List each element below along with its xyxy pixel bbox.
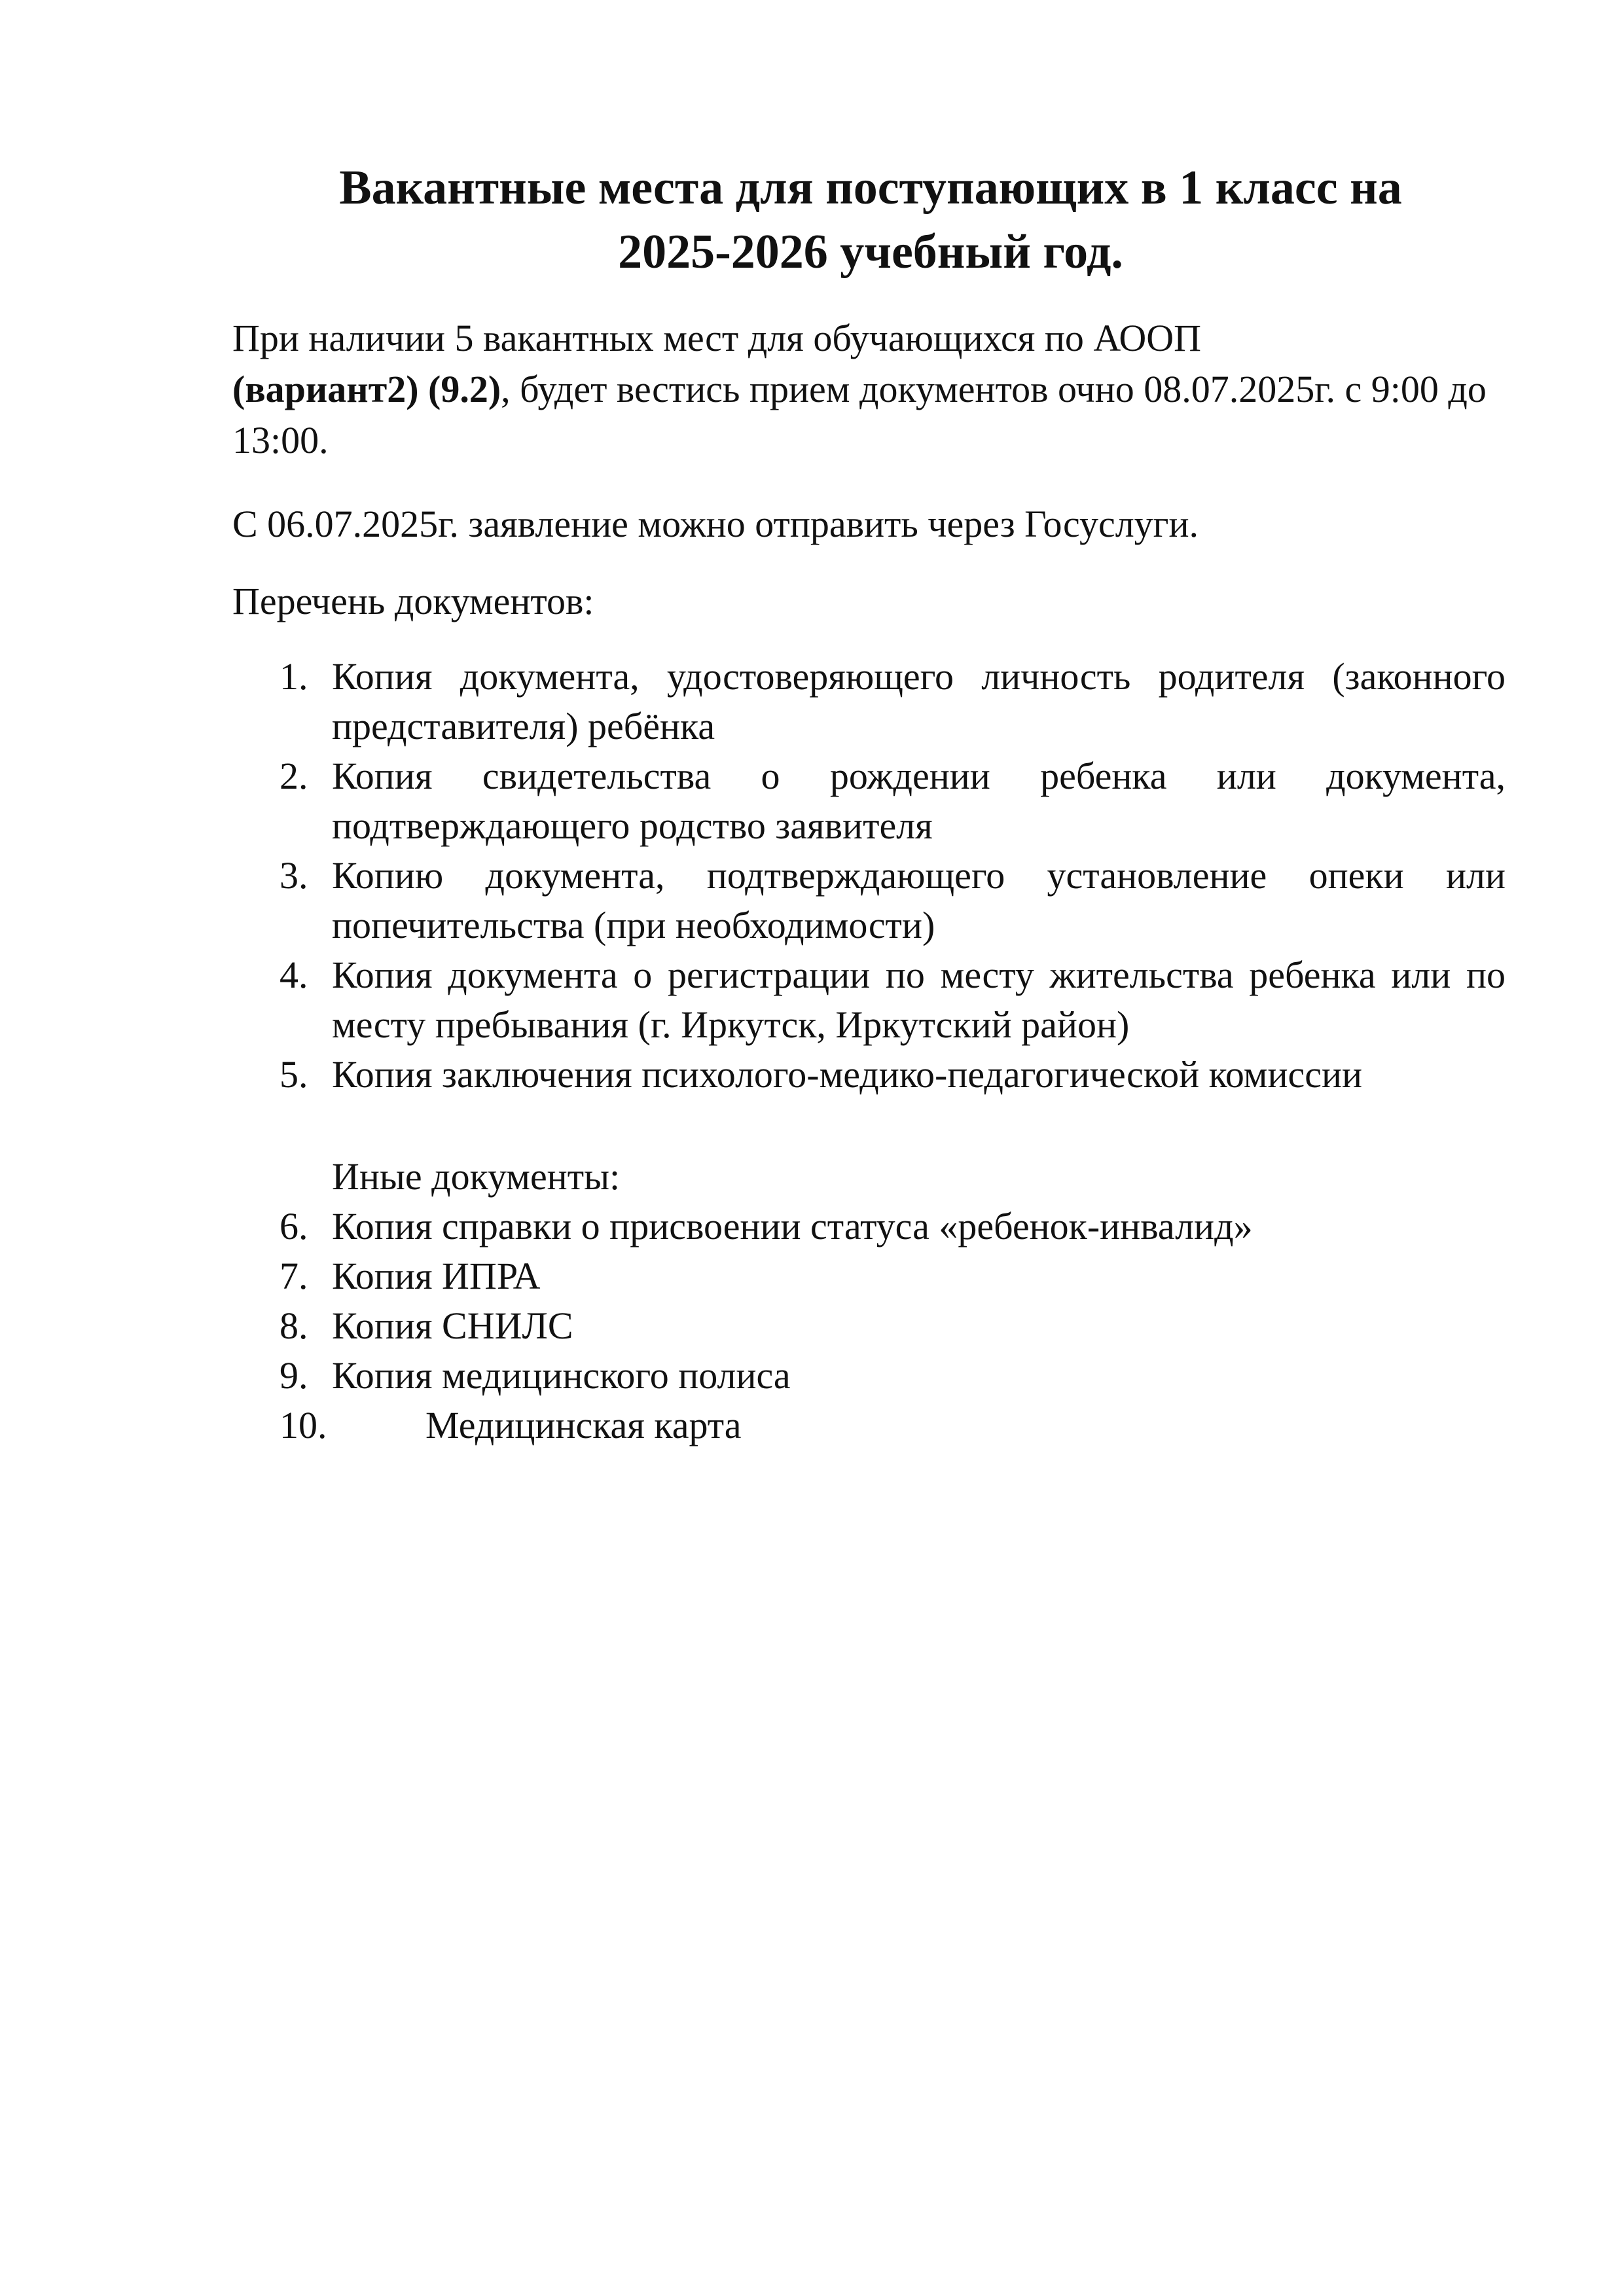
gosuslugi-paragraph: С 06.07.2025г. заявление можно отправить через Госуслуги.	[232, 503, 1199, 545]
list-item	[232, 851, 1506, 950]
list-item-text: Копия заключения психолого-медико-педагогической комиссии	[332, 1053, 1363, 1096]
list-item-number: 3.	[280, 854, 308, 897]
list-item-number: 8.	[280, 1304, 308, 1347]
documents-list-other	[232, 1152, 1506, 1450]
intro-bold-variant: (вариант2) (9.2)	[232, 368, 501, 410]
list-item-text: Копия справки о присвоении статуса «ребенок-инвалид»	[332, 1205, 1253, 1247]
title-line-2: 2025-2026 учебный год.	[618, 225, 1123, 279]
list-item	[232, 1251, 1506, 1301]
list-item-number: 6.	[280, 1205, 308, 1247]
list-item-number: 4.	[280, 954, 308, 996]
intro-suffix: , будет вестись прием документов очно 08.07.2025г. с 9:00 до 13:00.	[232, 368, 1487, 461]
list-item	[232, 1401, 1506, 1450]
list-item	[232, 1301, 1506, 1351]
list-item-text: Копия ИПРА	[332, 1255, 541, 1297]
title-line-1: Вакантные места для поступающих в 1 класс на	[339, 161, 1402, 215]
list-item-number: 1.	[280, 655, 308, 698]
intro-paragraph	[232, 313, 1506, 466]
list-item-text: Копию документа, подтверждающего установление опеки или попечительства (при необходимости)	[332, 854, 1506, 946]
list-item-text: Копия медицинского полиса	[332, 1354, 791, 1397]
list-item	[232, 751, 1506, 851]
intro-prefix: При наличии 5 вакантных мест для обучающихся по АООП	[232, 317, 1202, 359]
list-item-text: Медицинская карта	[425, 1404, 742, 1446]
list-item-number: 10.	[280, 1404, 327, 1446]
list-item-number: 9.	[280, 1354, 308, 1397]
list-item-number: 5.	[280, 1053, 308, 1096]
list-item	[232, 1050, 1506, 1100]
list-item-text: Копия документа, удостоверяющего личность родителя (законного представителя) ребёнка	[332, 655, 1506, 747]
list-item-number: 7.	[280, 1255, 308, 1297]
list-item	[232, 950, 1506, 1050]
other-documents-heading	[232, 1152, 1506, 1202]
list-item	[232, 1351, 1506, 1401]
documents-list-heading: Перечень документов:	[232, 580, 594, 622]
documents-list-main	[232, 652, 1506, 1100]
list-item-text: Копия СНИЛС	[332, 1304, 573, 1347]
list-item-number: 2.	[280, 755, 308, 797]
document-title	[232, 156, 1509, 284]
list-item-text: Копия документа о регистрации по месту жительства ребенка или по месту пребывания (г. Иркутск, Иркутский район)	[332, 954, 1506, 1046]
other-documents-heading-text: Иные документы:	[332, 1155, 621, 1198]
list-item	[232, 1202, 1506, 1251]
list-item	[232, 652, 1506, 751]
list-item-text: Копия свидетельства о рождении ребенка или документа, подтверждающего родство заявителя	[332, 755, 1506, 847]
